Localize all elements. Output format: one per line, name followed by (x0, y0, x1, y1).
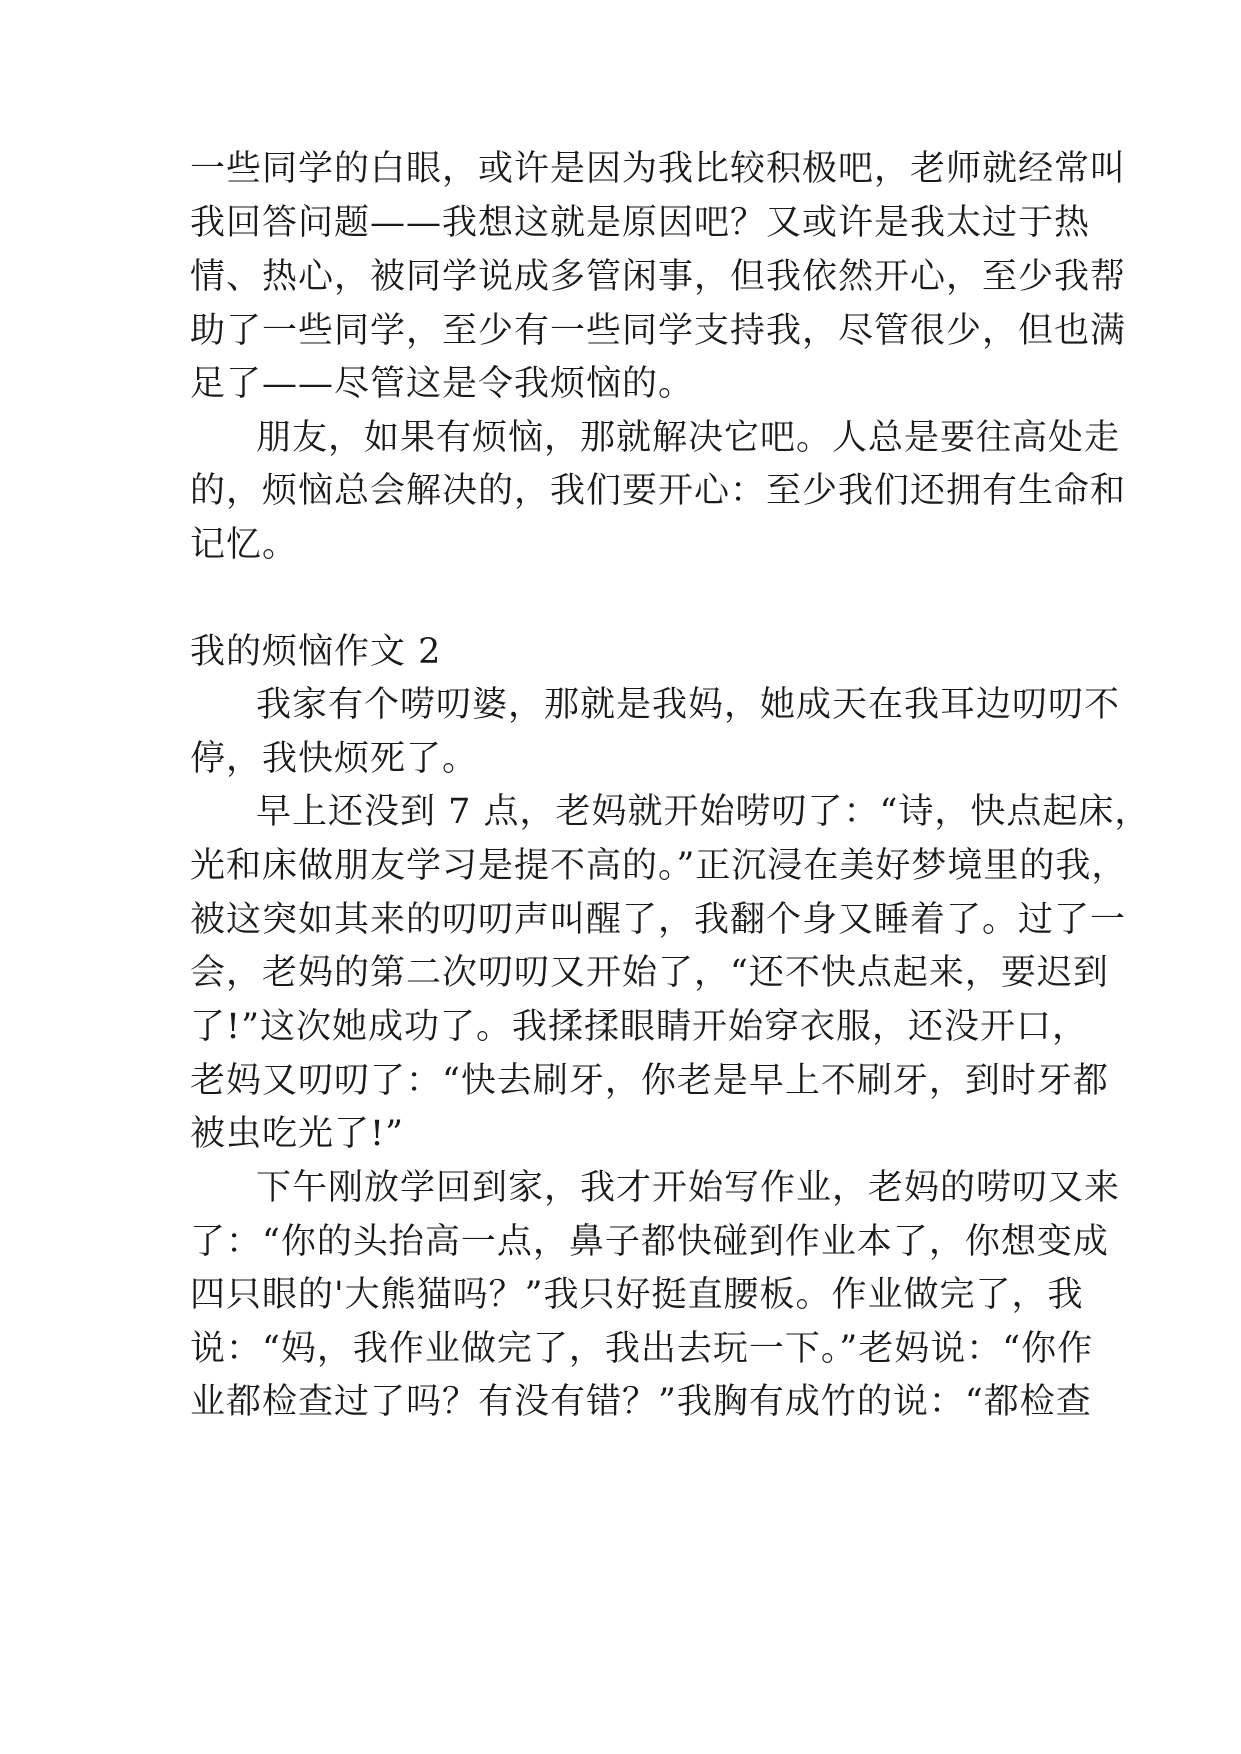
text-line: 足了——尽管这是令我烦恼的。 (190, 364, 695, 404)
text-line: 我回答问题——我想这就是原因吧？又或许是我太过于热 (190, 203, 1091, 243)
text-line: 了：“你的头抬高一点，鼻子都快碰到作业本了，你想变成 (190, 1222, 1109, 1262)
text-line: 朋友，如果有烦恼，那就解决它吧。人总是要往高处走 (256, 418, 1121, 458)
text-line: 说：“妈，我作业做完了，我出去玩一下。”老妈说：“你作 (190, 1329, 1094, 1369)
text-line: 被这突如其来的叨叨声叫醒了，我翻个身又睡着了。过了一 (190, 900, 1127, 940)
text-line: 老妈又叨叨了：“快去刷牙，你老是早上不刷牙，到时牙都 (190, 1061, 1109, 1101)
text-line: 助了一些同学，至少有一些同学支持我，尽管很少，但也满 (190, 311, 1127, 351)
text-line: 停，我快烦死了。 (190, 739, 479, 779)
text-line: 下午刚放学回到家，我才开始写作业，老妈的唠叨又来 (256, 1168, 1121, 1208)
text-line: 光和床做朋友学习是提不高的。”正沉浸在美好梦境里的我， (190, 846, 1128, 886)
text-line: 记忆。 (190, 525, 299, 565)
section-title: 我的烦恼作文 2 (190, 632, 442, 672)
text-line: 会，老妈的第二次叨叨又开始了，“还不快点起来，要迟到 (190, 953, 1109, 993)
text-line: 了!”这次她成功了。我揉揉眼睛开始穿衣服，还没开口， (190, 1007, 1088, 1047)
text-line: 业都检查过了吗？有没有错？”我胸有成竹的说：“都检查 (190, 1382, 1092, 1422)
text-line: 四只眼的'大熊猫吗？”我只好挺直腰板。作业做完了，我 (190, 1275, 1084, 1315)
text-line: 我家有个唠叨婆，那就是我妈，她成天在我耳边叨叨不 (256, 685, 1121, 725)
text-line: 早上还没到 7 点，老妈就开始唠叨了：“诗，快点起床， (256, 792, 1151, 832)
text-line: 一些同学的白眼，或许是因为我比较积极吧，老师就经常叫 (190, 149, 1127, 189)
text-line: 被虫吃光了!” (190, 1114, 404, 1154)
text-line: 的，烦恼总会解决的，我们要开心：至少我们还拥有生命和 (190, 471, 1127, 511)
text-line: 情、热心，被同学说成多管闲事，但我依然开心，至少我帮 (190, 257, 1127, 297)
